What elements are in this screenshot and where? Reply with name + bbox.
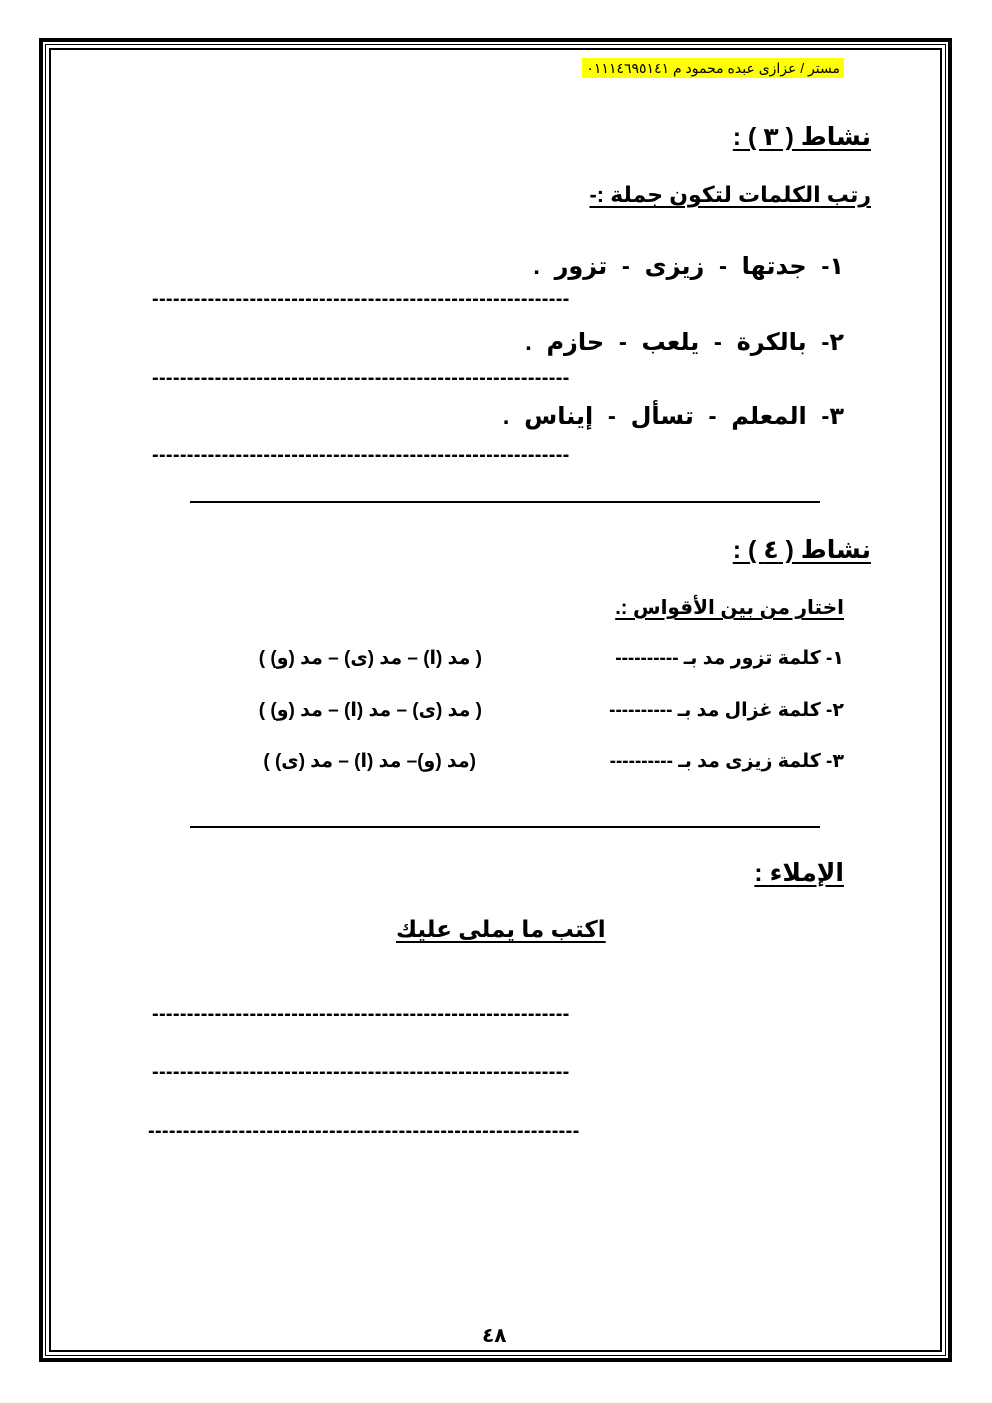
activity-4-item-3-prompt: ٣- كلمة زيزى مد بـ ---------- [609, 751, 844, 772]
page-number: ٤٨ [482, 1325, 507, 1347]
answer-line: ------------------------------------------------------------ [152, 288, 570, 310]
activity-3-item-1: ١- جدتها - زيزى - تزور . [533, 253, 844, 280]
dictation-line: ------------------------------------------------------------ [152, 1061, 570, 1083]
section-divider [190, 826, 820, 828]
activity-4-item-3-choices: (مد (و)– مد (ا) – مد (ى) ) [263, 751, 476, 772]
answer-line: ------------------------------------------------------------ [152, 444, 570, 466]
answer-line: ------------------------------------------------------------ [152, 367, 570, 389]
section-divider [190, 501, 820, 503]
activity-4-instruction: اختار من بين الأقواس :. [615, 597, 844, 619]
dictation-line: -------------------------------------------------------------- [148, 1120, 580, 1142]
dictation-title: الإملاء : [754, 859, 844, 887]
activity-3-title: نشاط ( ٣ ) : [732, 123, 871, 151]
activity-4-title: نشاط ( ٤ ) : [732, 536, 871, 564]
activity-4-item-1-choices: ( مد (ا) – مد (ى) – مد (و) ) [258, 648, 482, 669]
activity-3-item-2: ٢- بالكرة - يلعب - حازم . [525, 329, 844, 356]
activity-4-item-1-prompt: ١- كلمة تزور مد بـ ---------- [615, 648, 844, 669]
activity-4-item-2-choices: ( مد (ى) – مد (ا) – مد (و) ) [258, 700, 482, 721]
activity-3-instruction: رتب الكلمات لتكون جملة :- [589, 182, 871, 207]
author-contact-line: مستر / عزازى عبده محمود م ٠١١١٤٦٩٥١٤١ [582, 58, 844, 78]
dictation-line: ------------------------------------------------------------ [152, 1003, 570, 1025]
dictation-instruction: اكتب ما يملى عليك [396, 916, 606, 942]
activity-4-item-2-prompt: ٢- كلمة غزال مد بـ ---------- [609, 700, 844, 721]
activity-3-item-3: ٣- المعلم - تسأل - إيناس . [502, 403, 844, 430]
